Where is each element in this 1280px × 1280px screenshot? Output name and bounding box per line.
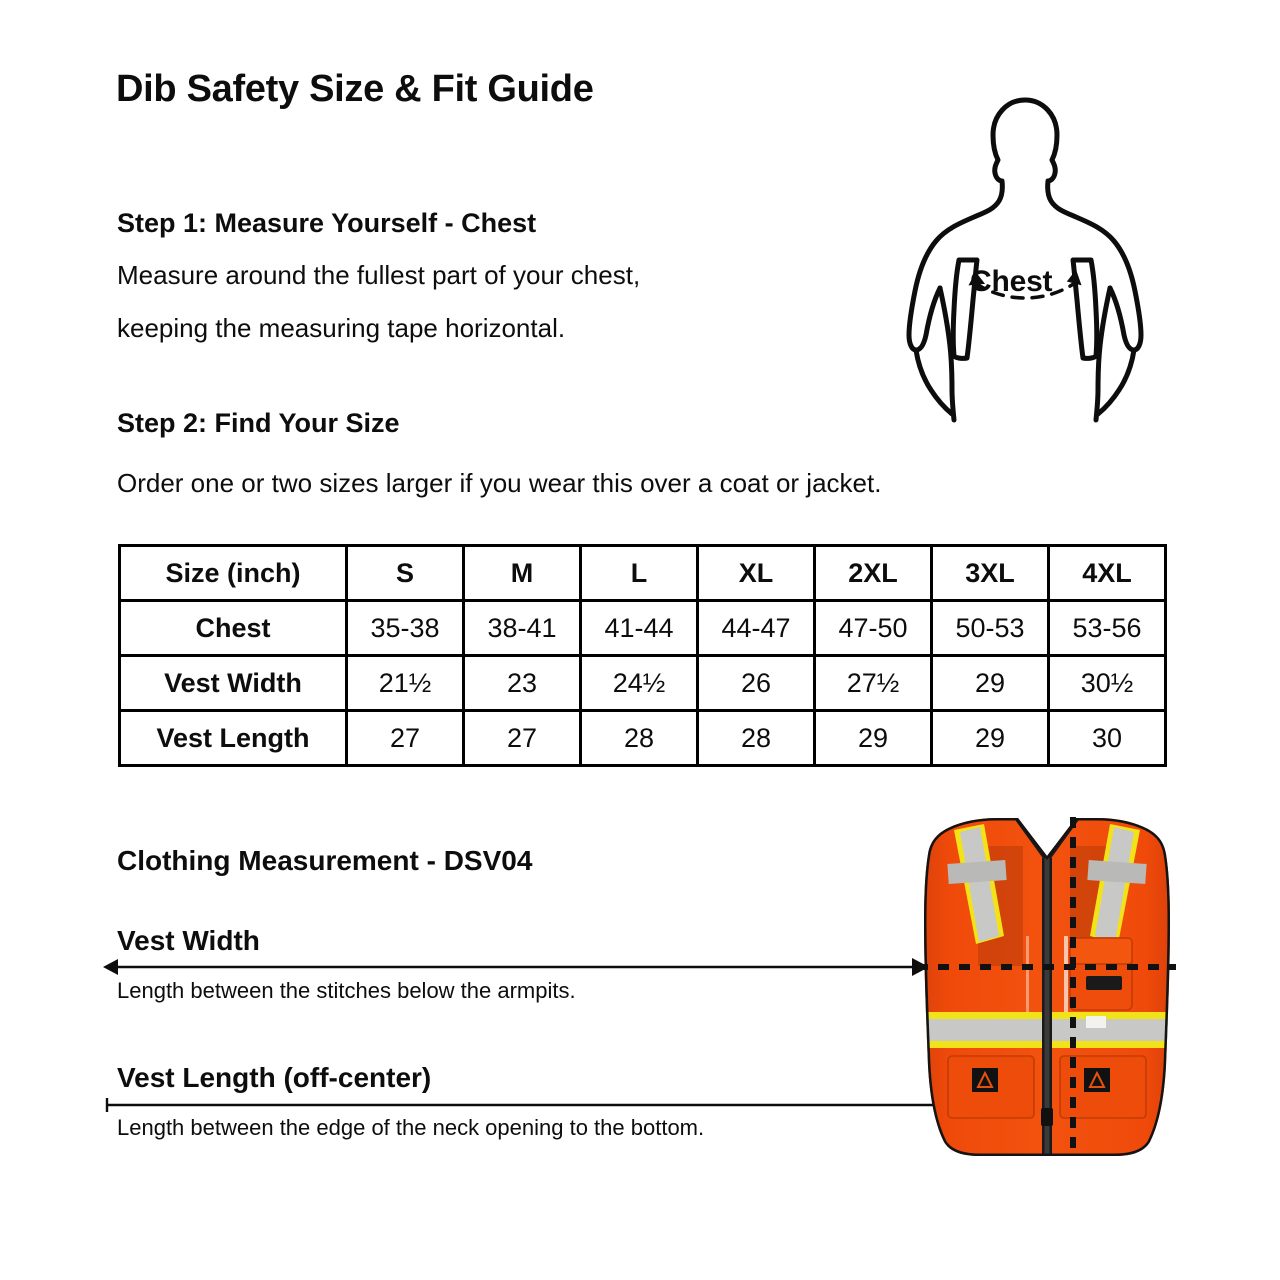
- table-cell: 47-50: [815, 601, 932, 656]
- table-cell: 28: [698, 711, 815, 766]
- table-row: [120, 711, 1166, 766]
- table-cell: 27: [347, 711, 464, 766]
- vest-length-heading: Vest Length (off-center): [117, 1062, 432, 1093]
- table-header-cell: XL: [698, 546, 815, 601]
- row-label: Vest Length: [120, 711, 347, 766]
- clothing-measurement-heading: Clothing Measurement - DSV04: [117, 845, 533, 876]
- vest-length-description: Length between the edge of the neck opening to the bottom.: [117, 1115, 705, 1140]
- table-cell: 28: [581, 711, 698, 766]
- step2-line-1: Order one or two sizes larger if you wear this over a coat or jacket.: [117, 468, 882, 498]
- table-header-row: [120, 546, 1166, 601]
- table-cell: 29: [815, 711, 932, 766]
- table-header-cell: Size (inch): [120, 546, 347, 601]
- step2-heading: Step 2: Find Your Size: [117, 408, 400, 438]
- table-header-cell: 4XL: [1049, 546, 1166, 601]
- table-header-cell: 3XL: [932, 546, 1049, 601]
- step1-line-2: keeping the measuring tape horizontal.: [117, 313, 566, 343]
- table-cell: 23: [464, 656, 581, 711]
- table-cell: 38-41: [464, 601, 581, 656]
- page-title: Dib Safety Size & Fit Guide: [116, 68, 594, 110]
- table-cell: 30½: [1049, 656, 1166, 711]
- table-cell: 30: [1049, 711, 1166, 766]
- table-cell: 44-47: [698, 601, 815, 656]
- table-cell: 29: [932, 711, 1049, 766]
- table-cell: 53-56: [1049, 601, 1166, 656]
- chest-label: Chest: [970, 265, 1053, 298]
- step1-line-1: Measure around the fullest part of your chest,: [117, 260, 641, 290]
- table-cell: 21½: [347, 656, 464, 711]
- torso-outline-path: [909, 100, 1141, 420]
- size-chart-table: [118, 544, 1167, 767]
- table-cell: 29: [932, 656, 1049, 711]
- vest-width-description: Length between the stitches below the armpits.: [117, 978, 576, 1003]
- table-row: [120, 601, 1166, 656]
- table-cell: 24½: [581, 656, 698, 711]
- table-header-cell: M: [464, 546, 581, 601]
- table-cell: 27: [464, 711, 581, 766]
- table-cell: 41-44: [581, 601, 698, 656]
- table-cell: 35-38: [347, 601, 464, 656]
- row-label: Chest: [120, 601, 347, 656]
- step1-heading: Step 1: Measure Yourself - Chest: [117, 208, 537, 238]
- table-header-cell: L: [581, 546, 698, 601]
- table-cell: 50-53: [932, 601, 1049, 656]
- table-header-cell: 2XL: [815, 546, 932, 601]
- torso-chest-diagram: [890, 78, 1160, 433]
- row-label: Vest Width: [120, 656, 347, 711]
- vest-width-arrowhead-left: [103, 959, 118, 975]
- table-header-cell: S: [347, 546, 464, 601]
- vest-width-heading: Vest Width: [117, 925, 260, 956]
- table-cell: 27½: [815, 656, 932, 711]
- table-cell: 26: [698, 656, 815, 711]
- safety-vest-image: [918, 816, 1176, 1158]
- table-row: [120, 656, 1166, 711]
